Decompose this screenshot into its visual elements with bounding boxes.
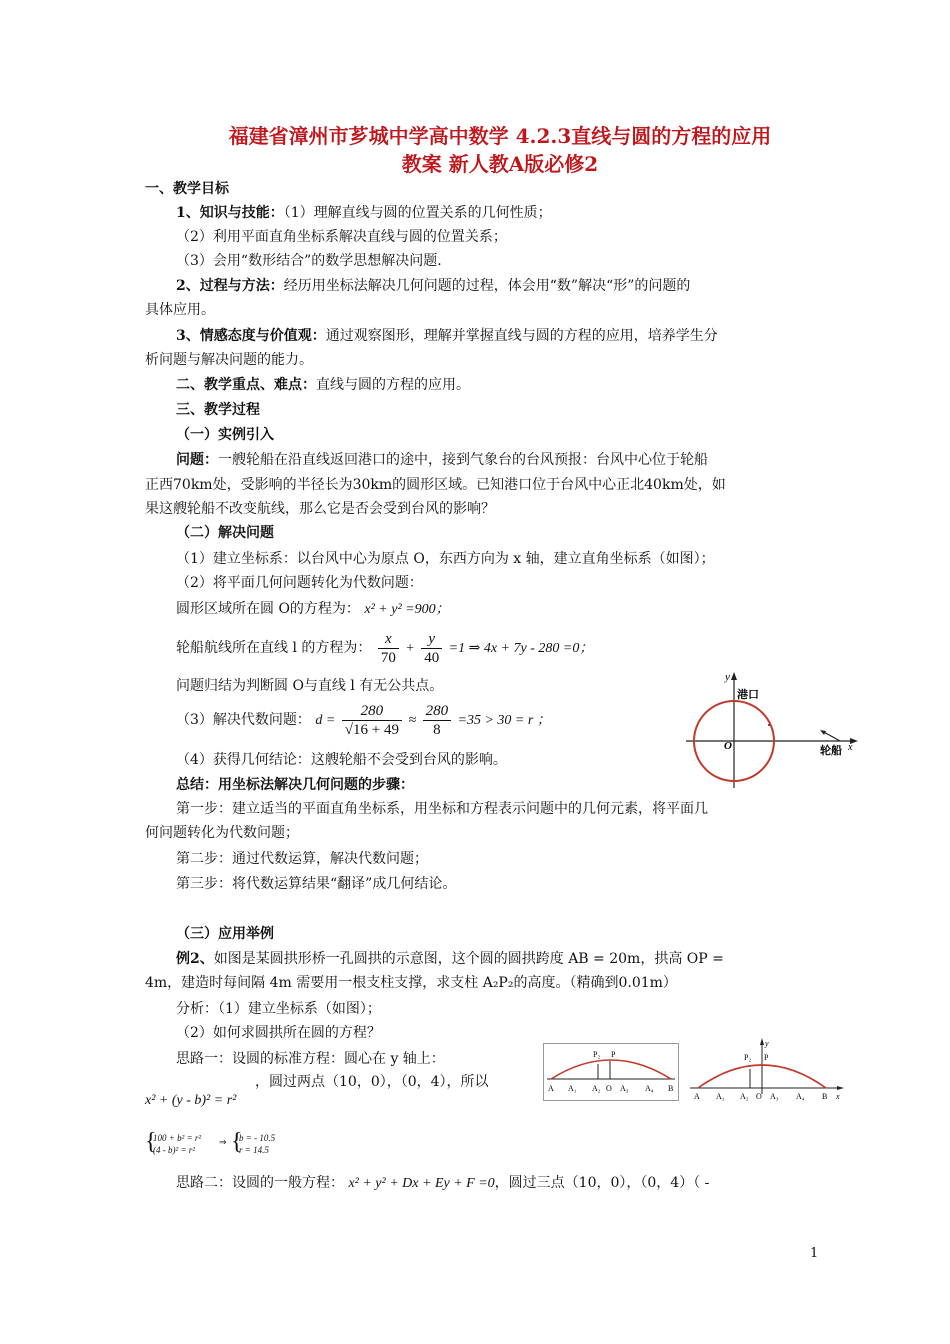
arch-left-a1: A₁ bbox=[568, 1084, 577, 1093]
example-line1 bbox=[176, 948, 836, 970]
step3: 第三步：将代数运算结果“翻译”成几何结论。 bbox=[176, 876, 457, 892]
arch-right-y: y bbox=[765, 1039, 769, 1048]
frac-d-num: 280 bbox=[342, 702, 402, 721]
line-equation-line: 轮船航线所在直线 l 的方程为： $\frac{x}{70}$ + $\frac{y}{40}$ =1 ⇒ 4x + 7y - 280 =0； bbox=[176, 630, 594, 666]
frac-y-num: y bbox=[421, 630, 442, 649]
problem-text1: 一艘轮船在沿直线返回港口的途中，接到气象台的台风预报：台风中心位于轮船 bbox=[218, 452, 708, 468]
doc-title-line2: 教案 新人教A版必修2 bbox=[401, 152, 599, 176]
idea1-line1: 思路一：设圆的标准方程：圆心在 y 轴上： bbox=[176, 1051, 445, 1067]
reduce-problem: 问题归结为判断圆 O与直线 l 有无公共点。 bbox=[176, 678, 444, 694]
arch-right-p2: P₂ bbox=[744, 1053, 752, 1062]
goal-k1: （1）理解直线与圆的位置关系的几何性质； bbox=[283, 205, 552, 221]
frac-d2-num: 280 bbox=[423, 702, 452, 721]
line-label: 轮船航线所在直线 l 的方程为： bbox=[176, 640, 372, 656]
frac-d2 bbox=[423, 702, 452, 739]
step-conclusion: （4）获得几何结论：这艘轮船不会受到台风的影响。 bbox=[176, 752, 507, 768]
goal-k-label: 1、知识与技能： bbox=[176, 205, 284, 221]
figure1-x-label: x bbox=[848, 742, 853, 753]
key-label: 二、教学重点、难点： bbox=[176, 377, 316, 393]
idea2-equation: x² + y² + Dx + Ey + F =0 bbox=[348, 1176, 495, 1191]
arch-right-a4: A₄ bbox=[796, 1092, 805, 1101]
arch-left-a2: A₂ bbox=[592, 1084, 601, 1093]
arch-right-a1: A₁ bbox=[716, 1092, 725, 1101]
frac-x-num: x bbox=[378, 630, 399, 649]
goal-k2: （2）利用平面直角坐标系解决直线与圆的位置关系； bbox=[176, 229, 507, 245]
idea1-equation: x² + (y - b)² = r² bbox=[145, 1093, 237, 1108]
section-intro: （一）实例引入 bbox=[176, 427, 274, 443]
frac-y-den: 40 bbox=[424, 649, 440, 666]
example-label: 例2、 bbox=[176, 951, 214, 967]
arch-left-curve bbox=[551, 1060, 671, 1079]
arch-left-b: B bbox=[668, 1084, 674, 1093]
analysis-2: （2）如何求圆拱所在圆的方程？ bbox=[176, 1025, 381, 1041]
arch-right-a: A bbox=[694, 1092, 700, 1101]
d-label: d = bbox=[315, 713, 336, 728]
frac-d bbox=[342, 702, 402, 739]
line-eq-rest: =1 ⇒ 4x + 7y - 280 =0； bbox=[448, 641, 594, 656]
arch-figure-right bbox=[688, 1036, 846, 1102]
frac-x-den: 70 bbox=[380, 649, 396, 666]
figure1-port-label: 港口 bbox=[737, 689, 759, 701]
frac-x bbox=[378, 630, 399, 667]
arch-right-a3: A₃ bbox=[770, 1092, 779, 1101]
idea2-line bbox=[176, 1172, 836, 1195]
key-points bbox=[176, 374, 836, 396]
problem-label: 问题： bbox=[176, 452, 218, 468]
sys-left-2: (4 - b)² = r² bbox=[153, 1145, 195, 1155]
sys-right-1: b = - 10.5 bbox=[239, 1133, 276, 1143]
summary-label: 总结：用坐标法解决几何问题的步骤： bbox=[176, 777, 414, 793]
goal-p-text1: 经历用坐标法解决几何问题的过程，体会用“数”解决“形”的问题的 bbox=[283, 278, 691, 294]
goal-emotion bbox=[176, 325, 836, 347]
frac-d2-den: 8 bbox=[433, 721, 441, 738]
d-rest: =35 > 30 = r ； bbox=[457, 713, 551, 728]
circle-equation-line bbox=[176, 598, 836, 621]
arch-right-p: P bbox=[764, 1053, 769, 1062]
goal-knowledge bbox=[176, 202, 836, 224]
step2: 第二步：通过代数运算，解决代数问题； bbox=[176, 851, 428, 867]
page-number: 1 bbox=[810, 1246, 819, 1261]
arch-right-o: O bbox=[756, 1092, 762, 1101]
heading-process: 三、教学过程 bbox=[176, 402, 260, 418]
arch-left-p2: P₂ bbox=[593, 1050, 601, 1059]
idea2-text-b: ，圆过三点（10，0），（0，4）（ - bbox=[494, 1175, 710, 1191]
problem-line1 bbox=[176, 449, 836, 471]
arch-left-p: P bbox=[611, 1050, 616, 1059]
step1-line1: 第一步：建立适当的平面直角坐标系，用坐标和方程表示问题中的几何元素，将平面几 bbox=[176, 801, 708, 817]
figure1-origin-label: O bbox=[724, 740, 732, 752]
goal-process bbox=[176, 275, 836, 297]
arch-left-a: A bbox=[548, 1084, 554, 1093]
goal-p-label: 2、过程与方法： bbox=[176, 278, 284, 294]
arch-right-b: B bbox=[822, 1092, 828, 1101]
section-solve: （二）解决问题 bbox=[176, 525, 274, 541]
example-line2: 4m，建造时每间隔 4m 需要用一根支柱支撑，求支柱 A₂P₂的高度。（精确到0.01m） bbox=[145, 975, 677, 991]
frac-y bbox=[421, 630, 442, 667]
idea1-system: { 100 + b² = r² (4 - b)² = r² ⇒ { b = - 10.5 r = 14.5 bbox=[145, 1129, 276, 1155]
arch-left-a4: A₄ bbox=[645, 1084, 654, 1093]
arch-left-a3: A₃ bbox=[620, 1084, 629, 1093]
arch-right-a2: A₂ bbox=[740, 1092, 749, 1101]
doc-title-line1: 福建省漳州市芗城中学高中数学 4.2.3直线与圆的方程的应用 bbox=[228, 124, 772, 148]
section-examples: （三）应用举例 bbox=[176, 926, 274, 942]
goal-k3: （3）会用“数形结合”的数学思想解决问题. bbox=[176, 253, 442, 269]
step1-line2: 何问题转化为代数问题； bbox=[145, 825, 299, 841]
figure1-y-label: y bbox=[725, 671, 730, 683]
approx-sign: ≈ bbox=[408, 713, 417, 728]
arch-left-o: O bbox=[606, 1084, 612, 1093]
problem-line2: 正西70km处，受影响的半径长为30km的圆形区域。已知港口位于台风中心正北40km处，如 bbox=[145, 477, 726, 493]
circle-label: 圆形区域所在圆 O的方程为： bbox=[176, 601, 360, 617]
sys-right-2: r = 14.5 bbox=[239, 1145, 269, 1155]
goal-e-text1: 通过观察图形，理解并掌握直线与圆的方程的应用，培养学生分 bbox=[325, 328, 718, 344]
goal-p-text2: 具体应用。 bbox=[145, 302, 215, 318]
typhoon-figure bbox=[684, 670, 860, 790]
key-text: 直线与圆的方程的应用。 bbox=[316, 377, 470, 393]
step-coordinate: （1）建立坐标系：以台风中心为原点 O，东西方向为 x 轴，建立直角坐标系（如图）； bbox=[176, 551, 715, 567]
goal-e-text2: 析问题与解决问题的能力。 bbox=[145, 352, 313, 368]
analysis-1: 分析：（1）建立坐标系（如图）； bbox=[176, 1001, 381, 1017]
frac-d-den: √16 + 49 bbox=[344, 721, 399, 738]
heading-goals: 一、教学目标 bbox=[145, 181, 229, 197]
arch-figure-left bbox=[543, 1043, 679, 1101]
goal-e-label: 3、情感态度与价值观： bbox=[176, 328, 326, 344]
example-text1: 如图是某圆拱形桥一孔圆拱的示意图，这个圆的圆拱跨度 AB = 20m，拱高 OP = bbox=[213, 951, 724, 967]
st3-label: （3）解决代数问题： bbox=[176, 712, 311, 728]
problem-line3: 果这艘轮船不改变航线，那么它是否会受到台风的影响？ bbox=[145, 501, 495, 517]
idea2-text-a: 思路二：设圆的一般方程： bbox=[176, 1175, 344, 1191]
step-convert: （2）将平面几何问题转化为代数问题： bbox=[176, 575, 423, 591]
circle-equation: x² + y² =900； bbox=[364, 602, 450, 617]
idea1-line2: ，圆过两点（10，0），（0，4），所以 bbox=[255, 1074, 489, 1090]
sys-left-1: 100 + b² = r² bbox=[153, 1133, 202, 1143]
figure1-ship-label: 轮船 bbox=[820, 745, 842, 757]
arch-right-x: x bbox=[836, 1092, 840, 1101]
